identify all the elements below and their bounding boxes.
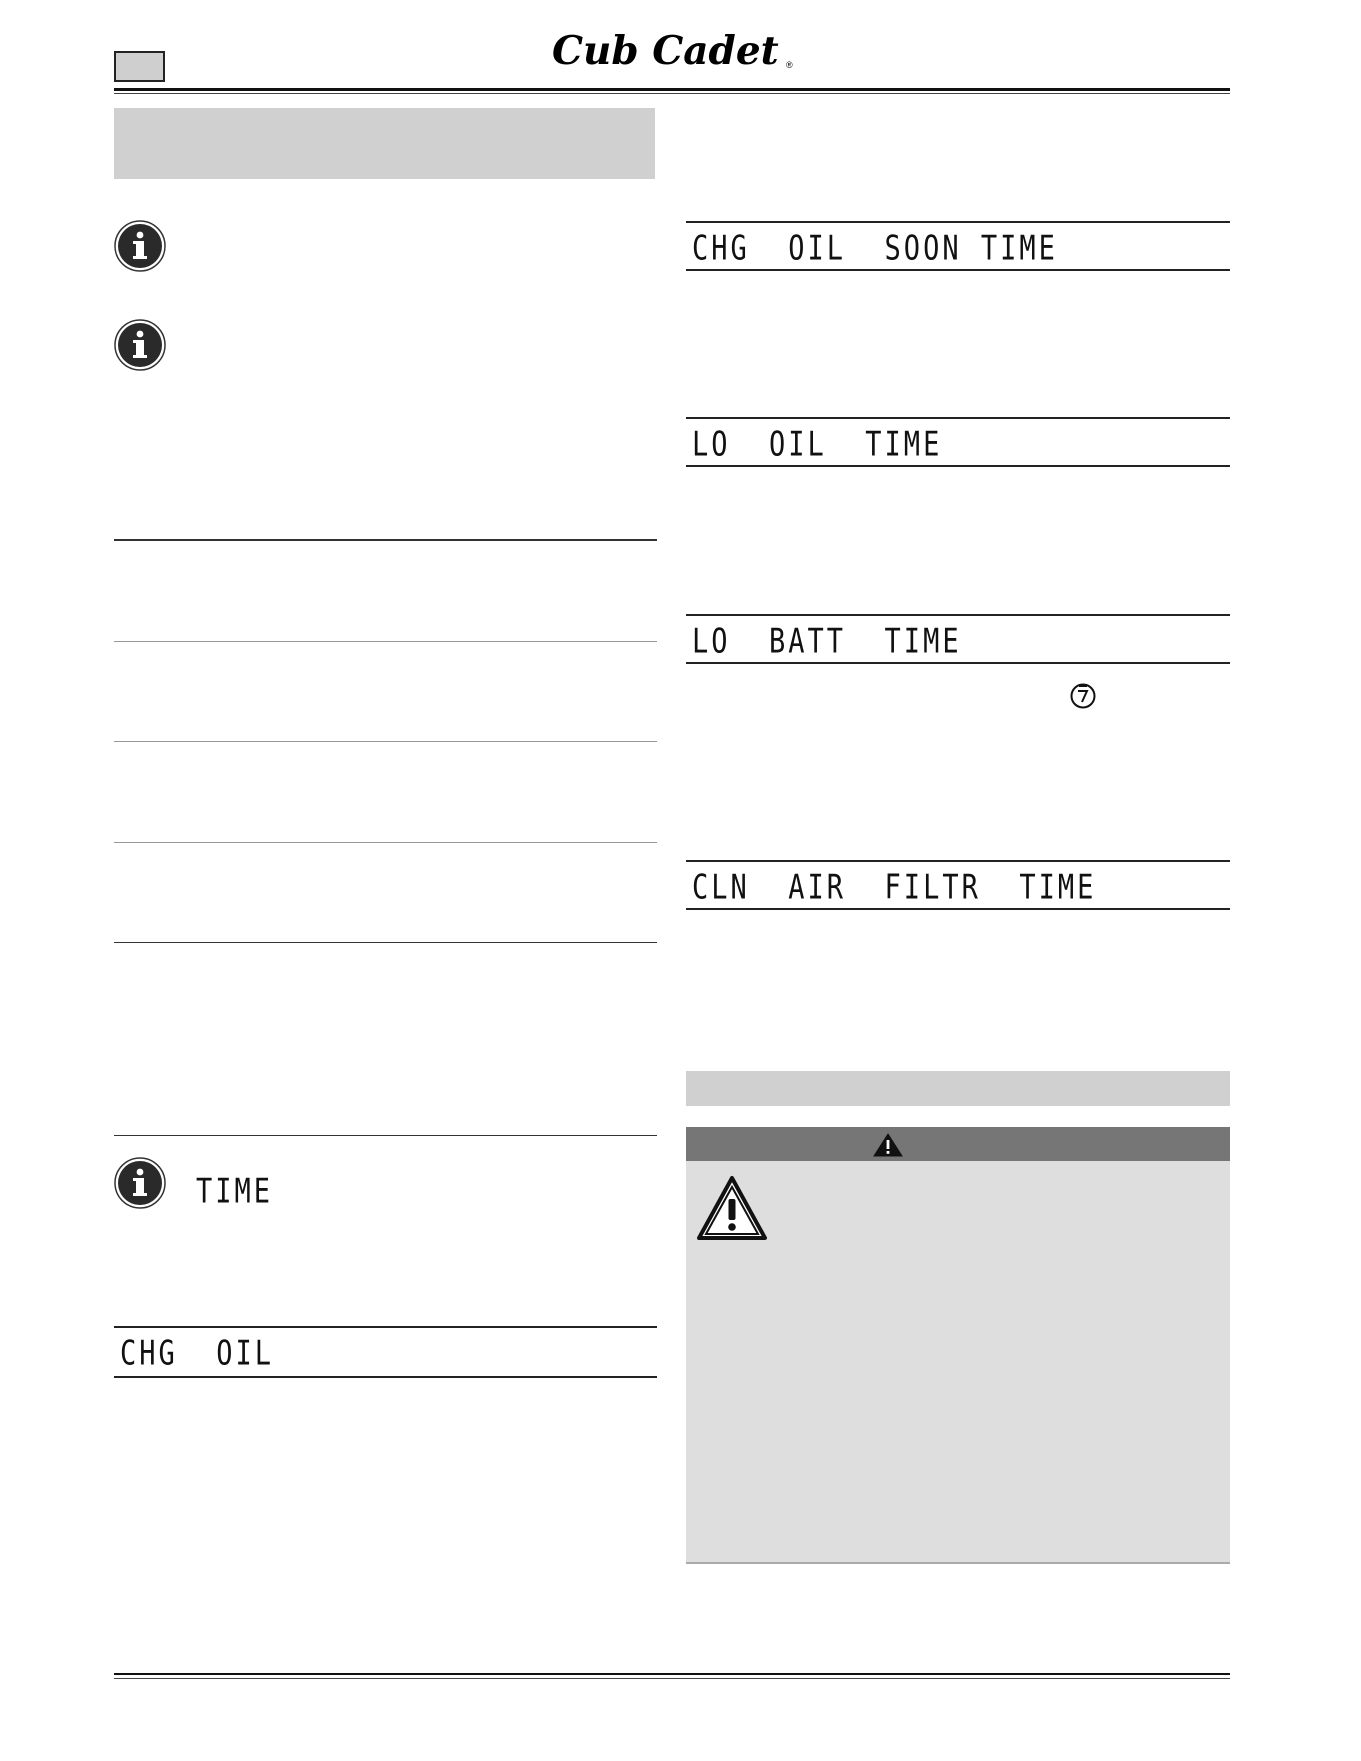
table-row-divider [114,641,657,642]
table-row-divider [114,741,657,742]
brand-text: Cub Cadet [552,28,779,74]
footer-rule [114,1673,1230,1675]
info-icon [114,1157,166,1209]
display-row-chg-oil [114,1326,657,1378]
display-text: LO OIL TIME [692,425,943,465]
header-rule [114,88,1230,91]
display-row-chg-oil-soon [686,221,1230,271]
header-rule-thin [114,93,1230,94]
registered-mark: ® [786,60,793,70]
hour-meter-icon [1070,683,1096,709]
cub-cadet-logo [550,28,800,74]
note-top-rule [114,1135,657,1136]
warning-body [686,1161,1230,1564]
warning-triangle-icon [696,1175,768,1241]
display-row-lo-batt [686,614,1230,664]
display-text: CLN AIR FILTR TIME [692,868,1097,908]
table-row-divider [114,842,657,843]
display-text: CHG OIL SOON TIME [692,229,1058,269]
info-icon [114,319,166,371]
section-title-band [114,108,655,179]
display-text-time: TIME [196,1172,274,1212]
display-text: CHG OIL [120,1334,275,1374]
page-number-box [114,51,165,82]
display-text: LO BATT TIME [692,622,962,662]
display-row-cln-air-filtr [686,860,1230,910]
warning-triangle-icon [873,1133,903,1157]
display-row-lo-oil [686,417,1230,467]
table-top-rule [114,539,657,541]
info-icon [114,220,166,272]
footer-rule-thin [114,1678,1230,1679]
subsection-band [686,1071,1230,1106]
warning-header [686,1127,1230,1161]
table-bottom-rule [114,942,657,943]
